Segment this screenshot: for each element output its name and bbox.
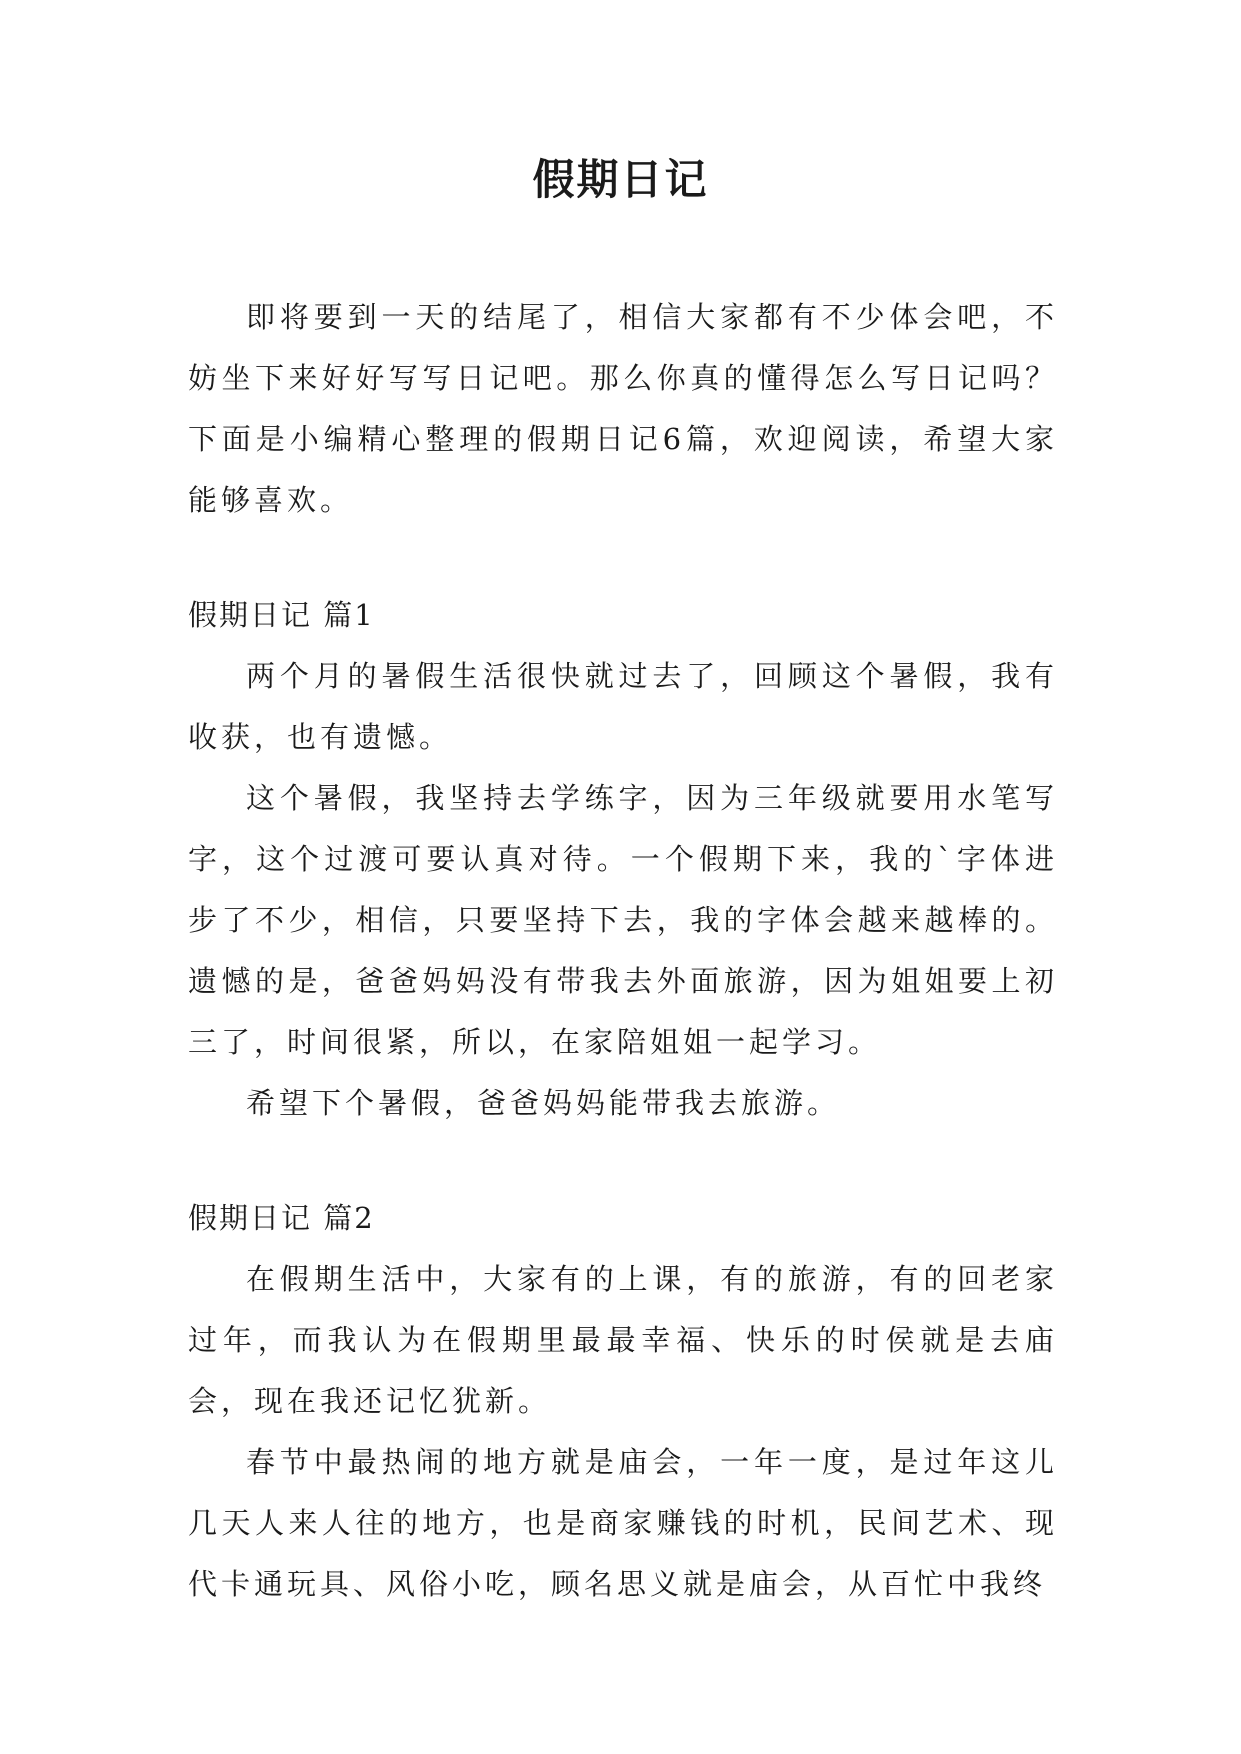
section-heading: 假期日记 篇2 — [188, 1201, 375, 1235]
document-title: 假期日记 — [532, 155, 709, 204]
diary-section-2 — [188, 1188, 1058, 1615]
intro-paragraph: 即将要到一天的结尾了，相信大家都有不少体会吧，不妨坐下来好好写写日记吧。那么你真的懂得怎么写日记吗？下面是小编精心整理的假期日记6篇，欢迎阅读，希望大家能够喜欢。 — [188, 300, 1058, 517]
section-paragraph: 希望下个暑假，爸爸妈妈能带我去旅游。 — [246, 1086, 841, 1120]
section-paragraph: 在假期生活中，大家有的上课，有的旅游，有的回老家过年，而我认为在假期里最最幸福、快乐的时侯就是去庙会，现在我还记忆犹新。 — [188, 1262, 1058, 1418]
document-body — [188, 287, 1058, 1615]
section-spacer — [188, 1134, 1058, 1188]
section-heading: 假期日记 篇1 — [188, 598, 375, 632]
section-paragraph: 两个月的暑假生活很快就过去了，回顾这个暑假，我有收获，也有遗憾。 — [188, 659, 1058, 754]
section-paragraph: 这个暑假，我坚持去学练字，因为三年级就要用水笔写字，这个过渡可要认真对待。一个假期下来，我的`字体进步了不少，相信，只要坚持下去，我的字体会越来越棒的。遗憾的是，爸爸妈妈没有带我去外面旅游，因为姐姐要上初三了，时间很紧，所以，在家陪姐姐一起学习。 — [188, 781, 1058, 1059]
diary-section-1 — [188, 585, 1058, 1134]
section-spacer — [188, 531, 1058, 585]
section-paragraph: 春节中最热闹的地方就是庙会，一年一度，是过年这儿几天人来人往的地方，也是商家赚钱的时机，民间艺术、现代卡通玩具、风俗小吃，顾名思义就是庙会，从百忙中我终 — [188, 1445, 1058, 1601]
